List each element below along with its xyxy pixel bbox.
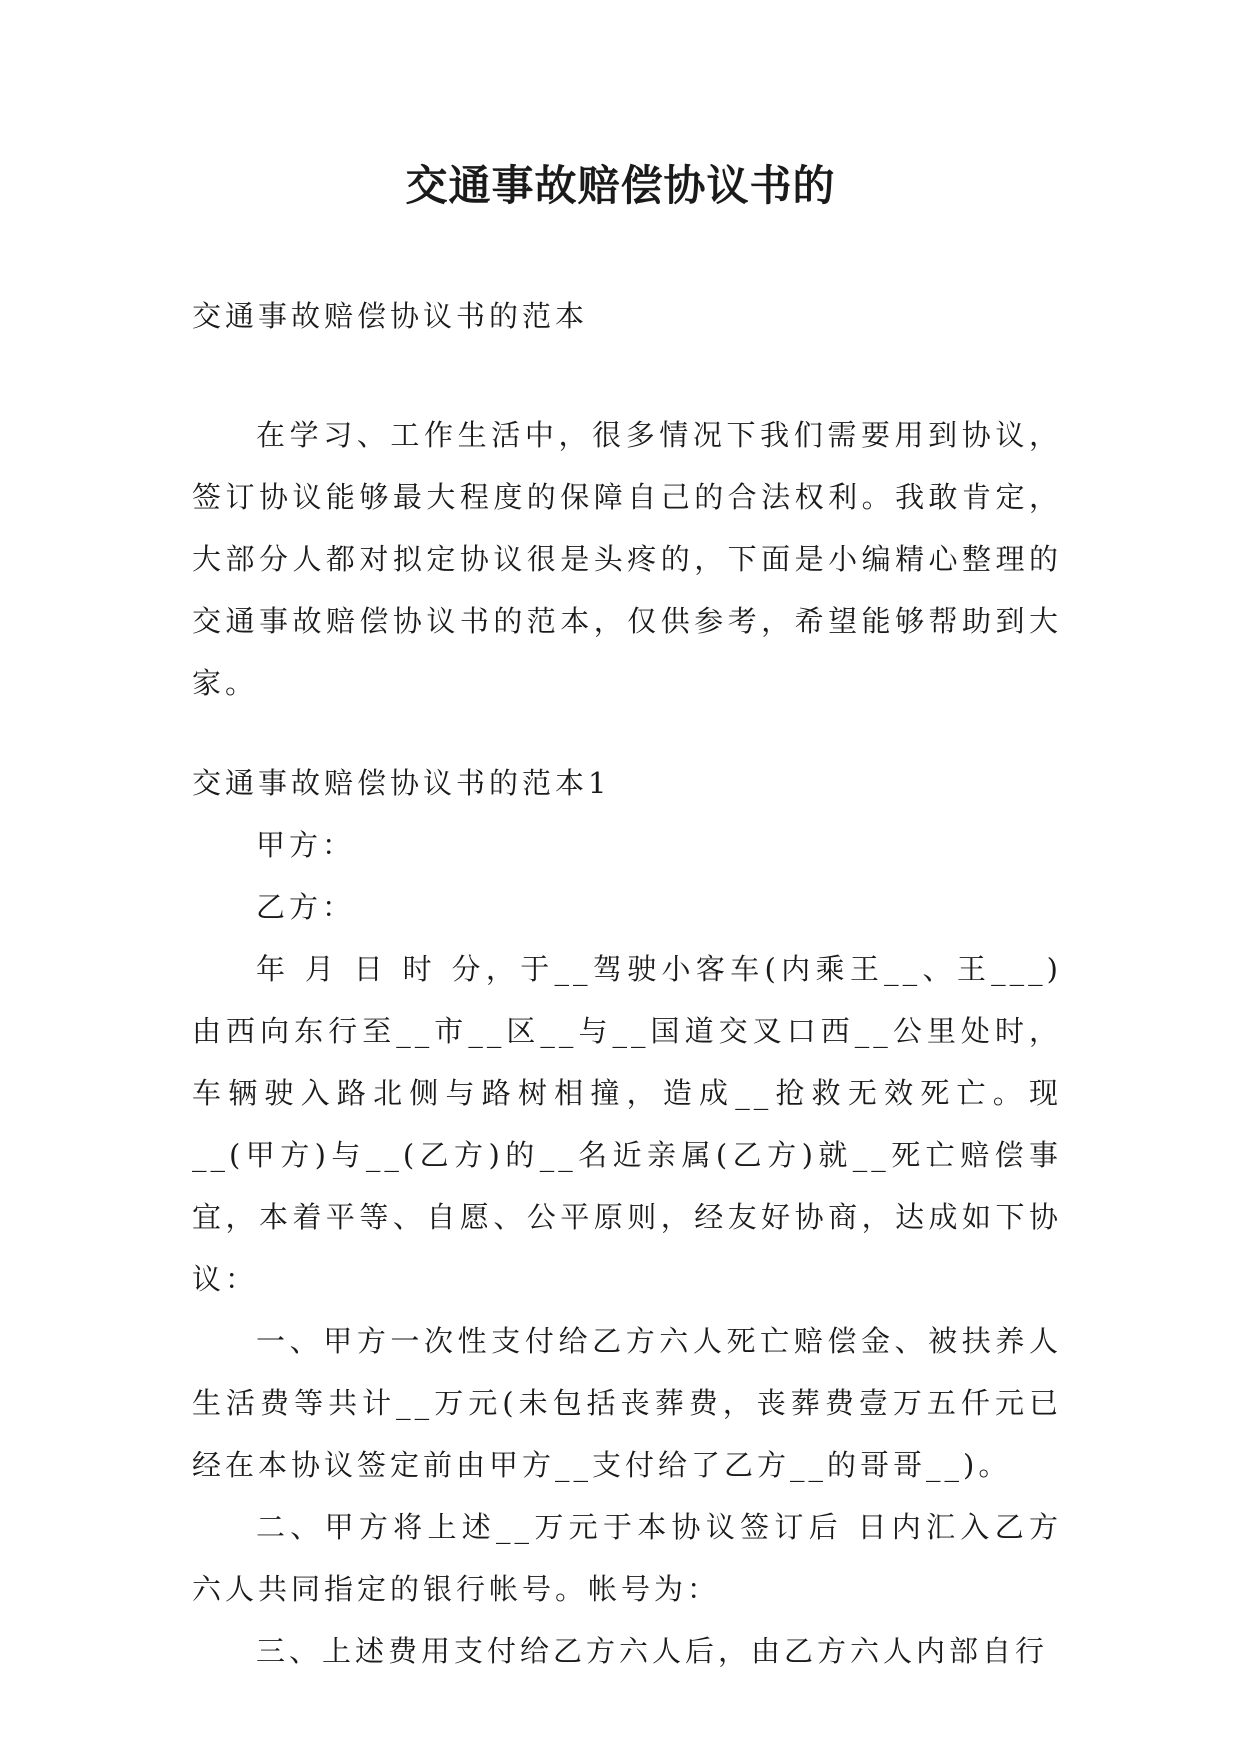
section-heading: 交通事故赔偿协议书的范本1 [192,766,611,800]
clause-three: 三、上述费用支付给乙方六人后，由乙方六人内部自行 [256,1634,1049,1668]
clause-one: 一、甲方一次性支付给乙方六人死亡赔偿金、被扶养人生活费等共计__万元(未包括丧葬费，丧葬费壹万五仟元已经在本协议签定前由甲方__支付给了乙方__的哥哥__)。 [192,1324,1062,1482]
document-subtitle: 交通事故赔偿协议书的范本 [192,299,589,333]
clause-two: 二、甲方将上述__万元于本协议签订后 日内汇入乙方六人共同指定的银行帐号。帐号为： [192,1510,1062,1606]
document-title: 交通事故赔偿协议书的 [405,161,836,210]
party-a-line: 甲方： [256,828,356,862]
incident-paragraph: 年 月 日 时 分，于__驾驶小客车(内乘王__、王___)由西向东行至__市__区__与__国道交叉口西__公里处时，车辆驶入路北侧与路树相撞，造成__抢救无效死亡。现__(甲方)与__(乙方)的__名近亲属(乙方)就__死亡赔偿事宜，本着平等、自愿、公平原则，经友好协商，达成如下协议： [192,952,1062,1296]
party-b-line: 乙方： [256,890,356,924]
agreement-content [192,814,1062,1682]
intro-paragraph: 在学习、工作生活中，很多情况下我们需要用到协议，签订协议能够最大程度的保障自己的合法权利。我敢肯定，大部分人都对拟定协议很是头疼的，下面是小编精心整理的交通事故赔偿协议书的范本，仅供参考，希望能够帮助到大家。 [192,418,1062,700]
